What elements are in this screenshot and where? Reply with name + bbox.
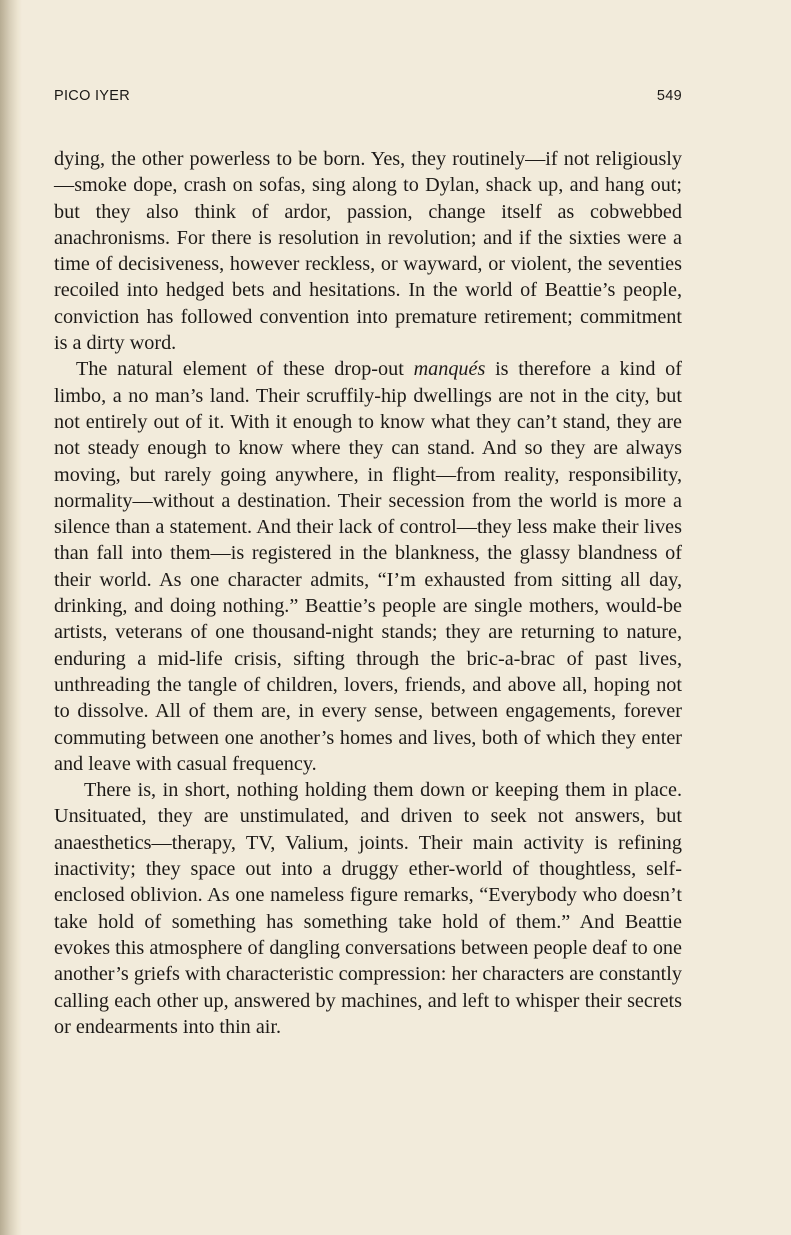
- paragraph-1: dying, the other powerless to be born. Yes, they routinely—if not religiously—smoke dope, crash on sofas, sing along to Dylan, shack up, and hang out; but they also think of ardor, passion, change itself as cobwebbed anachronisms. For there is resolution in revolution; and if the sixties were a time of decisiveness, however reckless, or wayward, or violent, the seventies recoiled into hedged bets and hesitations. In the world of Beattie’s people, conviction has followed convention into premature retirement; commitment is a dirty word.: [54, 148, 682, 355]
- book-page: [54, 0, 682, 1235]
- running-head-author: PICO IYER: [54, 88, 131, 104]
- paragraph-3: There is, in short, nothing holding them down or keeping them in place. Unsituated, they are unstimulated, and driven to seek not answers, but anaesthetics—therapy, TV, Valium, joints. Their main activity is refining inactivity; they space out into a druggy ether-world of thoughtless, self-enclosed oblivion. As one nameless figure remarks, “Everybody who doesn’t take hold of something has something take hold of them.” And Beattie evokes this atmosphere of dangling conversations between people deaf to one another’s griefs with characteristic compression: her characters are constantly calling each other up, answered by machines, and left to whisper their secrets or endearments into thin air.: [54, 779, 682, 1038]
- running-head: [54, 88, 682, 106]
- body-text: [54, 146, 682, 1040]
- paragraph-2: [54, 356, 682, 777]
- paragraph-2-start: The natural element of these drop-out: [76, 358, 414, 381]
- paragraph-2-rest: is therefore a kind of limbo, a no man’s land. Their scruffily-hip dwellings are not in the city, but not entirely out of it. With it enough to know what they can’t stand, they are not steady enough to know where they can stand. And so they are always moving, but rarely going anywhere, in flight—from reality, responsibility, normality—without a destination. Their secession from the world is more a silence than a statement. And their lack of control—they less make their lives than fall into them—is registered in the blankness, the glassy blandness of their world. As one character admits, “I’m exhausted from sitting all day, drinking, and doing nothing.” Beattie’s people are single mothers, would-be artists, veterans of one thousand-night stands; they are returning to nature, enduring a mid-life crisis, sifting through the bric-a-brac of past lives, unthreading the tangle of children, lovers, friends, and above all, hoping not to dissolve. All of them are, in every sense, between engagements, forever commuting between one another’s homes and lives, both of which they enter and leave with casual frequency.: [54, 358, 682, 775]
- page-number: 549: [656, 88, 682, 104]
- book-spine-shadow: [0, 0, 22, 1235]
- paragraph-2-italic-term: manqués: [413, 358, 486, 381]
